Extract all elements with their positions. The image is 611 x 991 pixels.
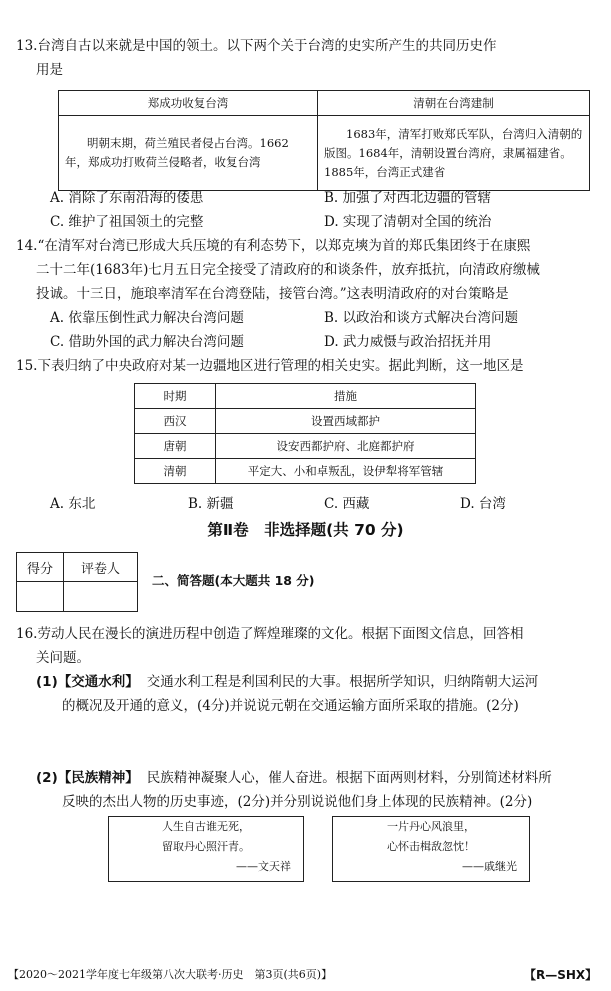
footer-right: 【R—SHX】: [524, 968, 598, 982]
q16-stem-line2: 关问题。: [36, 650, 90, 666]
table-row: [135, 409, 476, 434]
q16-sub1-line2: 的概况及开通的意义，(4分)并说说元朝在交通运输方面所采取的措施。(2分): [62, 698, 519, 714]
q15-table-cell-period: 西汉: [135, 409, 216, 434]
q15-stem-line1: 15.下表归纳了中央政府对某一边疆地区进行管理的相关史实。据此判断，这一地区是: [16, 358, 524, 374]
q16-sub2-line1: [36, 768, 552, 788]
q14-option-a: A. 依靠压倒性武力解决台湾问题: [50, 310, 244, 326]
quote-line: 心怀击楫敌忽忱！: [387, 840, 475, 853]
q15-table-cell-measure: 设安西都护府、北庭都护府: [216, 434, 476, 459]
q15-option-a: A. 东北: [50, 496, 96, 512]
q14-option-b: B. 以政治和谈方式解决台湾问题: [324, 310, 519, 326]
q13-table-left-body: 明朝末期，荷兰殖民者侵占台湾。1662年，郑成功打败荷兰侵略者，收复台湾: [59, 116, 318, 191]
q13-stem-line1: 13.台湾自古以来就是中国的领土。以下两个关于台湾的史实所产生的共同历史作: [16, 38, 497, 54]
q16-sub1-line1: [36, 672, 538, 692]
q15-option-d: D. 台湾: [460, 496, 506, 512]
q16-sub2-tag: (2)【民族精神】: [36, 770, 139, 786]
q13-table: [58, 90, 590, 191]
grader-header: 评卷人: [64, 553, 138, 582]
q14-stem-line2: 二十二年(1683年)七月五日完全接受了清政府的和谈条件，放弃抵抗，向清政府缴械: [36, 262, 540, 278]
score-header: 得分: [17, 553, 64, 582]
quote-line: 留取丹心照汗青。: [162, 840, 250, 853]
quote-author: ——戚继光: [462, 860, 517, 873]
section-title: 二、简答题(本大题共 18 分): [152, 573, 315, 588]
q15-table: [134, 383, 476, 484]
table-row: [135, 459, 476, 484]
q13-stem-line2: 用是: [36, 62, 63, 78]
q15-table-cell-period: 清朝: [135, 459, 216, 484]
q13-table-right-body: 1683年，清军打败郑氏军队，台湾归入清朝的版图。1684年，清朝设置台湾府，隶属福建省。1885年，台湾正式建省: [318, 116, 590, 191]
q13-option-d: D. 实现了清朝对全国的统治: [324, 214, 492, 230]
part2-title: 第Ⅱ卷 非选择题(共 70 分): [207, 521, 404, 539]
grader-cell[interactable]: [64, 582, 138, 612]
q14-option-c: C. 借助外国的武力解决台湾问题: [50, 334, 244, 350]
q14-option-d: D. 武力威慑与政治招抚并用: [324, 334, 492, 350]
q15-table-cell-measure: 平定大、小和卓叛乱，设伊犁将军管辖: [216, 459, 476, 484]
q13-option-c: C. 维护了祖国领土的完整: [50, 214, 204, 230]
q13-option-a: A. 消除了东南沿海的倭患: [50, 190, 204, 206]
q13-option-b: B. 加强了对西北边疆的管辖: [324, 190, 492, 206]
q16-sub1-text: 交通水利工程是利国利民的大事。根据所学知识，归纳隋朝大运河: [146, 674, 539, 690]
q13-table-right-header: 清朝在台湾建制: [318, 91, 590, 116]
table-row: [135, 434, 476, 459]
quote-line: 人生自古谁无死，: [162, 820, 250, 833]
score-cell[interactable]: [17, 582, 64, 612]
q15-table-header-measure: 措施: [216, 384, 476, 409]
footer-left: 【2020～2021学年度七年级第八次大联考·历史 第3页(共6页)】: [8, 968, 333, 981]
quote-card-qi-jiguang: [332, 816, 530, 882]
quote-card-wen-tianxiang: [108, 816, 304, 882]
q15-table-header-period: 时期: [135, 384, 216, 409]
q15-table-cell-measure: 设置西域都护: [216, 409, 476, 434]
q14-stem-line1: 14.“在清军对台湾已形成大兵压境的有利态势下，以郑克塽为首的郑氏集团终于在康熙: [16, 238, 531, 254]
q15-option-c: C. 西藏: [324, 496, 370, 512]
q16-sub2-line2: 反映的杰出人物的历史事迹，(2分)并分别说说他们身上体现的民族精神。(2分): [62, 794, 533, 810]
q15-option-b: B. 新疆: [188, 496, 234, 512]
q13-table-left-header: 郑成功收复台湾: [59, 91, 318, 116]
q16-stem-line1: 16.劳动人民在漫长的演进历程中创造了辉煌璀璨的文化。根据下面图文信息，回答相: [16, 626, 524, 642]
score-box: [16, 552, 138, 612]
quote-line: 一片丹心风浪里，: [387, 820, 475, 833]
q15-table-cell-period: 唐朝: [135, 434, 216, 459]
q14-stem-line3: 投诚。十三日，施琅率清军在台湾登陆，接管台湾。”这表明清政府的对台策略是: [36, 286, 509, 302]
q16-sub1-tag: (1)【交通水利】: [36, 674, 139, 690]
quote-author: ——文天祥: [236, 860, 291, 873]
q16-sub2-text: 民族精神凝聚人心，催人奋进。根据下面两则材料，分别简述材料所: [146, 770, 552, 786]
